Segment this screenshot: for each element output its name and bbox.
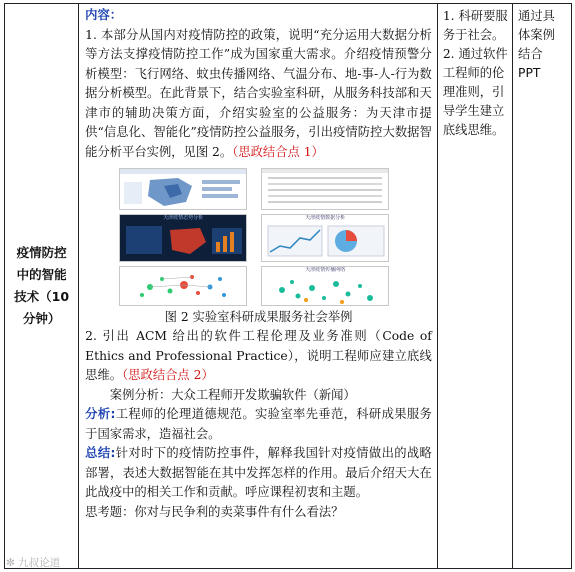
figure-label-analysis: 天津疫情态势分析: [163, 215, 204, 221]
figure-2-screenshots: [119, 168, 432, 306]
figure-screenshot-map: [119, 168, 247, 210]
method-item: PPT: [518, 66, 541, 80]
ideology-note-2: （思政结合点 2）: [122, 368, 214, 382]
content-paragraph-2: 2. 引出 ACM 给出的软件工程伦理及业务准则（Code of Ethics and Professional Practice），说明工程师应建立底线思维。: [85, 329, 432, 382]
goals-cell: [437, 4, 512, 569]
thinking-question: 思考题：你对与民争利的卖菜事件有什么看法？: [85, 504, 344, 519]
content-paragraph-1: 1. 本部分从国内对疫情防控的政策，说明“充分运用大数据分析等方法支撑疫情防控工作”成为国家重大需求。介绍疫情预警分析模型：飞行网络、蚊虫传播网络、气温分布、地-事-人-行为数据分析模型。在此背景下，结合实验室科研，从服务科技部和天津市的辅助决策方面，介绍实验室的公益服务：为天津市提供“信息化、智能化”疫情防控公益服务，引出疫情防控大数据智能分析平台实例，见图 2。: [85, 27, 432, 159]
goal-item: 1. 科研要服务于社会。: [442, 9, 508, 42]
network-thumbnail-1: [120, 267, 247, 306]
figure-screenshot-table: [261, 168, 389, 210]
figure-label-data: 天津疫情数据分析: [305, 215, 346, 221]
figure-screenshot-analysis: [119, 214, 247, 262]
summary-label: 总结:: [85, 446, 116, 460]
watermark-logo: ✼ 九叔论道: [6, 557, 61, 569]
figure-label-network: 天津疫情传播网络: [305, 267, 346, 273]
methods-cell: [513, 4, 572, 569]
analysis-text: 工程师的伦理道德规范。实验室率先垂范，科研成果服务于国家需求，造福社会。: [85, 407, 432, 441]
data-analysis-thumbnail: [262, 222, 389, 262]
case-analysis: 案例分析：大众工程师开发欺骗软件（新闻）: [109, 387, 356, 402]
analysis-thumbnail: [120, 222, 247, 262]
watermark-text: 九叔论道: [18, 557, 61, 569]
topic-label: 疫情防控中的智能技术（10分钟）: [14, 245, 70, 326]
figure-screenshot-network-2: [261, 266, 389, 306]
topic-cell: [5, 4, 79, 569]
summary-text: 针对时下的疫情防控事件，解释我国针对疫情做出的战略部署，表述大数据智能在其中发挥怎样的作用。最后介绍天大在此战疫中的相关工作和贡献。呼应课程初衷和主题。: [85, 446, 432, 499]
figure-screenshot-network-1: [119, 266, 247, 306]
content-cell: [79, 4, 438, 569]
figure-screenshot-data-analysis: [261, 214, 389, 262]
analysis-label: 分析:: [85, 407, 116, 421]
table-row: [5, 4, 572, 569]
figure-caption: 图 2 实验室科研成果服务社会举例: [164, 310, 353, 324]
map-thumbnail: [120, 174, 247, 210]
lesson-plan-table: [4, 3, 572, 569]
ideology-note-1: （思政结合点 1）: [232, 144, 324, 159]
goal-item: 2. 通过软件工程师的伦理准则，引导学生建立底线思维。: [442, 47, 508, 137]
content-heading: 内容：: [85, 8, 123, 22]
network-thumbnail-2: [262, 274, 389, 306]
method-item: 通过具体案例结合: [518, 9, 555, 61]
